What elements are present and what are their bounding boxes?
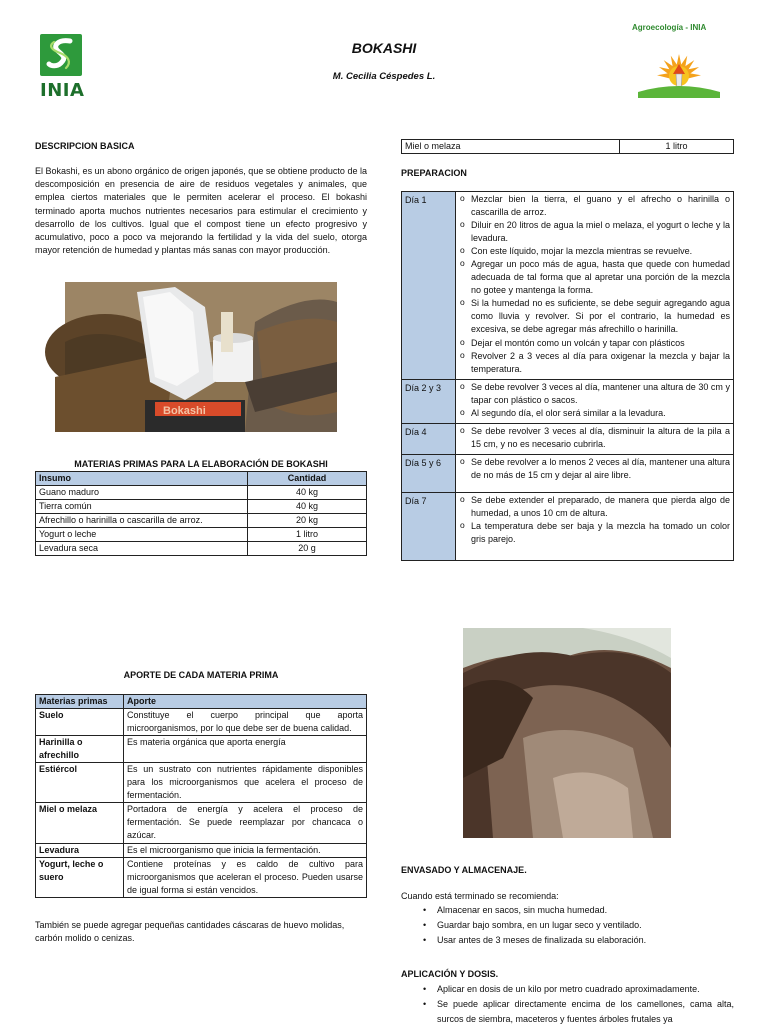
- cell-aporte: Es un sustrato con nutrientes rápidamente disponibles para los microorganismos que acelera el proceso de fermentación.: [124, 763, 367, 803]
- cell-materia: Miel o melaza: [36, 803, 124, 843]
- table-row: [36, 763, 367, 803]
- document-title: BOKASHI: [351, 40, 417, 56]
- list-item: • Se puede aplicar directamente encima de los camellones, cama alta, surcos de siembra, maceteros y fuentes árboles frutales ya: [401, 997, 734, 1027]
- table-header-row: [36, 695, 367, 709]
- preparacion-heading: PREPARACION: [401, 168, 467, 178]
- list-item: o Se debe revolver 3 veces al día, mantener una altura de 30 cm y tapar con plástico o sacos.: [459, 381, 730, 407]
- cell-cantidad: 40 kg: [248, 486, 367, 500]
- cell-aporte: Es el microorganismo que inicia la fermentación.: [124, 843, 367, 857]
- cell-materia: Estiércol: [36, 763, 124, 803]
- document-author: M. Cecilia Céspedes L.: [332, 71, 436, 82]
- table-row: [36, 803, 367, 843]
- cell-aporte: Contiene proteínas y es caldo de cultivo para microorganismos que aceleran el proceso. Pueden usarse de igual forma si están vencidos.: [124, 857, 367, 897]
- col-header-aporte: Aporte: [124, 695, 367, 709]
- cell-materia: Harinilla o afrechillo: [36, 736, 124, 763]
- agroecologia-logo-graphic: [632, 23, 726, 102]
- list-item: o Revolver 2 a 3 veces al día para oxigenar la mezcla y bajar la temperatura.: [459, 350, 730, 376]
- table-row: [36, 486, 367, 500]
- miel-table: [401, 139, 734, 154]
- cell-insumo: Levadura seca: [36, 542, 248, 556]
- day-label: Día 7: [402, 492, 456, 560]
- cell-insumo: Miel o melaza: [402, 140, 620, 154]
- col-header-cantidad: Cantidad: [248, 472, 367, 486]
- cell-insumo: Afrechillo o harinilla o cascarilla de arroz.: [36, 514, 248, 528]
- day-steps: [456, 423, 734, 454]
- table-row: [36, 709, 367, 736]
- list-item: o Si la humedad no es suficiente, se debe seguir agregando agua como lluvia y revolver. Si por el contrario, la humedad es excesiva, se debe agregar más afrechillo o harinilla.: [459, 297, 730, 336]
- col-header-insumo: Insumo: [36, 472, 248, 486]
- list-item: o Dejar el montón como un volcán y tapar con plásticos: [459, 337, 730, 350]
- list-item: o Con este líquido, mojar la mezcla mientras se revuelve.: [459, 245, 730, 258]
- list-item: o Al segundo día, el olor será similar a la levadura.: [459, 407, 730, 420]
- table-row: [36, 736, 367, 763]
- cell-insumo: Yogurt o leche: [36, 528, 248, 542]
- day-steps: [456, 192, 734, 380]
- table-row: [36, 500, 367, 514]
- table-row: [402, 192, 734, 380]
- list-item: o Agregar un poco más de agua, hasta que quede con humedad adecuada de tal forma que al apretar una porción de la mezcla no gotee y mantenga la forma.: [459, 258, 730, 297]
- list-item: o La temperatura debe ser baja y la mezcla ha tomado un color gris parejo.: [459, 520, 730, 546]
- day-label: Día 4: [402, 423, 456, 454]
- table-row: [402, 140, 734, 154]
- list-item: o Se debe extender el preparado, de manera que pierda algo de humedad, a unos 10 cm de altura.: [459, 494, 730, 520]
- cell-cantidad: 40 kg: [248, 500, 367, 514]
- day-label: Día 1: [402, 192, 456, 380]
- cell-aporte: Portadora de energía y acelera el proceso de fermentación. Se puede reemplazar por chancaca o azúcar.: [124, 803, 367, 843]
- cell-aporte: Es materia orgánica que aporta energía: [124, 736, 367, 763]
- list-item: o Se debe revolver 3 veces al día, disminuir la altura de la pila a 15 cm, y no es necesario cubrirla.: [459, 425, 730, 451]
- cell-materia: Yogurt, leche o suero: [36, 857, 124, 897]
- aporte-table: [35, 694, 367, 898]
- list-item: • Guardar bajo sombra, en un lugar seco y ventilado.: [401, 918, 734, 933]
- cell-materia: Levadura: [36, 843, 124, 857]
- day-steps: [456, 454, 734, 492]
- aporte-note: También se puede agregar pequeñas cantidades cáscaras de huevo molidas, carbón molido o cenizas.: [35, 920, 345, 944]
- list-item: • Usar antes de 3 meses de finalizada su elaboración.: [401, 933, 734, 948]
- envasado-intro: Cuando está terminado se recomienda:: [401, 891, 559, 901]
- table-row: [402, 454, 734, 492]
- table-row: [36, 843, 367, 857]
- list-item: o Se debe revolver a lo menos 2 veces al día, mantener una altura de no más de 15 cm y dejar al aire libre.: [459, 456, 730, 482]
- envasado-list: [401, 903, 734, 948]
- cell-cantidad: 1 litro: [248, 528, 367, 542]
- cell-insumo: Guano maduro: [36, 486, 248, 500]
- table-row: [402, 423, 734, 454]
- cell-cantidad: 1 litro: [620, 140, 734, 154]
- descripcion-text: El Bokashi, es un abono orgánico de origen japonés, que se obtiene producto de la descomposición en presencia de aire de residuos vegetales y animales, que emplea ciertos materiales que le permiten acelerar el proceso. El bokashi terminado aporta muchos nutrientes necesarios para estimular el crecimiento y desarrollo de los cultivos. Igual que el compost tiene un efecto progresivo y acumulativo, poco a poco va mejorando la fertilidad y la vida del suelo, otorga mayor retención de humedad y plantas más sanas con mayor producción.: [35, 166, 367, 256]
- list-item: o Diluir en 20 litros de agua la miel o melaza, el yogurt o leche y la levadura.: [459, 219, 730, 245]
- preparacion-table: [401, 191, 734, 561]
- inia-logo-text: INIA: [40, 80, 85, 101]
- cell-aporte: Constituye el cuerpo principal que aporta microorganismos, por lo que debe ser de buena calidad.: [124, 709, 367, 736]
- cell-cantidad: 20 kg: [248, 514, 367, 528]
- descripcion-heading: DESCRIPCION BASICA: [35, 141, 135, 151]
- photo-sign-text: Bokashi: [163, 405, 206, 417]
- aporte-heading: APORTE DE CADA MATERIA PRIMA: [123, 670, 279, 680]
- cell-insumo: Tierra común: [36, 500, 248, 514]
- list-item: • Aplicar en dosis de un kilo por metro cuadrado aproximadamente.: [401, 982, 734, 997]
- day-label: Día 2 y 3: [402, 379, 456, 423]
- table-row: [36, 514, 367, 528]
- table-row: [36, 528, 367, 542]
- cell-materia: Suelo: [36, 709, 124, 736]
- col-header-materias: Materias primas: [36, 695, 124, 709]
- bokashi-ingredients-photo: [65, 282, 337, 432]
- list-item: • Almacenar en sacos, sin mucha humedad.: [401, 903, 734, 918]
- aplicacion-heading: APLICACIÓN Y DOSIS.: [401, 969, 499, 979]
- agroecologia-logo-text: Agroecología - INIA: [632, 23, 707, 32]
- table-row: [402, 379, 734, 423]
- cell-cantidad: 20 g: [248, 542, 367, 556]
- bokashi-pile-photo: [463, 628, 671, 838]
- list-item: o Mezclar bien la tierra, el guano y el afrecho o harinilla o cascarilla de arroz.: [459, 193, 730, 219]
- table-row: [36, 857, 367, 897]
- day-label: Día 5 y 6: [402, 454, 456, 492]
- materias-heading: MATERIAS PRIMAS PARA LA ELABORACIÓN DE BOKASHI: [74, 459, 328, 469]
- day-steps: [456, 379, 734, 423]
- aplicacion-list: [401, 982, 734, 1027]
- day-steps: [456, 492, 734, 560]
- envasado-heading: ENVASADO Y ALMACENAJE.: [401, 865, 527, 875]
- table-row: [36, 542, 367, 556]
- table-header-row: [36, 472, 367, 486]
- table-row: [402, 492, 734, 560]
- agroecologia-logo: [632, 23, 726, 102]
- materias-table: [35, 471, 367, 556]
